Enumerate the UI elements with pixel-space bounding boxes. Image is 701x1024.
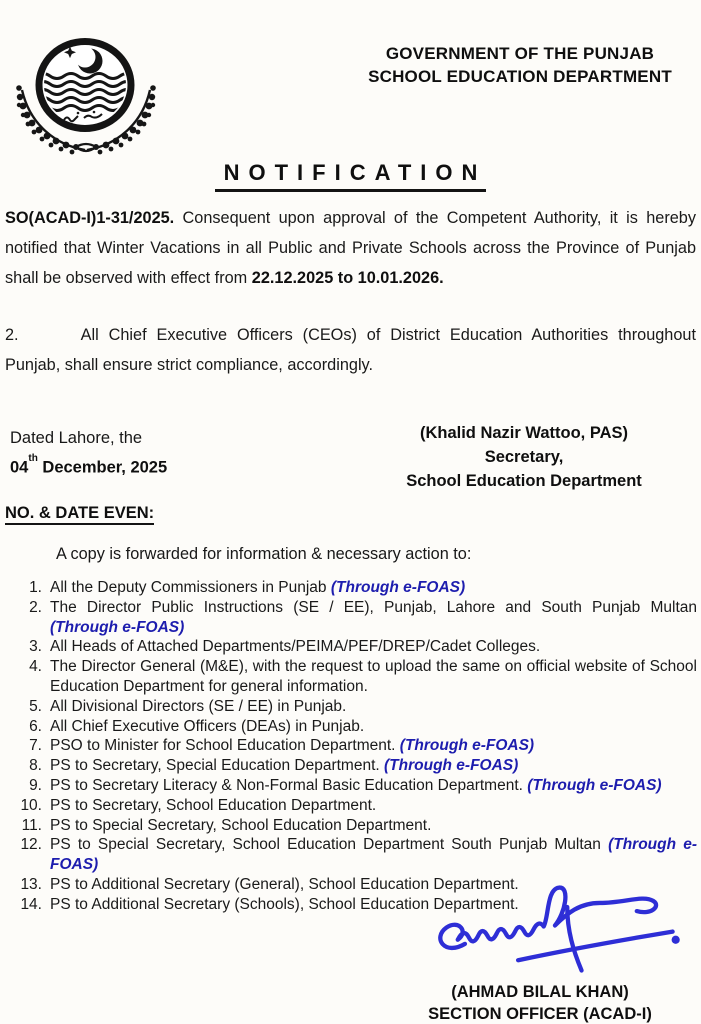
list-item <box>0 796 699 816</box>
item-number: 6. <box>29 717 42 735</box>
list-item <box>0 756 699 776</box>
list-item <box>0 835 699 875</box>
para2-number: 2. <box>5 326 19 344</box>
signatory-name: (Khalid Nazir Wattoo, PAS) <box>419 424 629 442</box>
item-number: 5. <box>29 697 42 715</box>
item-number: 11. <box>21 816 42 834</box>
item-body: PS to Special Secretary, School Education Department. <box>50 816 432 834</box>
item-text <box>50 598 699 638</box>
list-item <box>0 657 699 697</box>
date-day: 04 <box>10 458 29 477</box>
item-body: All Chief Executive Officers (DEAs) in Punjab. <box>50 717 365 735</box>
department-name: SCHOOL EDUCATION DEPARTMENT <box>368 67 672 86</box>
distribution-heading: NO. & DATE EVEN: <box>5 504 154 523</box>
punjab-emblem-logo <box>6 28 166 160</box>
item-number: 9. <box>29 776 42 794</box>
item-body: PS to Secretary Literacy & Non-Formal Basic Education Department. <box>50 776 523 794</box>
item-body: PS to Secretary, School Education Department. <box>50 796 377 814</box>
item-body: All the Deputy Commissioners in Punjab <box>50 579 327 596</box>
para2-text: All Chief Executive Officers (CEOs) of District Education Authorities throughout Punjab, shall ensure strict compliance, accordingly. <box>5 326 696 374</box>
signatory-block <box>368 421 680 493</box>
footer-signatory-block <box>392 981 688 1024</box>
distribution-list <box>0 578 699 915</box>
item-body: The Director General (M&E), with the request to upload the same on official website of School Education Department for general information. <box>50 658 697 695</box>
item-text <box>50 796 699 816</box>
list-item <box>0 717 699 737</box>
date-day-suffix: th <box>28 453 38 464</box>
item-number: 8. <box>29 757 42 775</box>
punjab-emblem-icon <box>6 28 166 160</box>
forwarding-line: A copy is forwarded for information & necessary action to: <box>56 545 472 563</box>
list-item <box>0 637 699 657</box>
title-row <box>0 160 701 192</box>
item-number: 7. <box>29 737 42 755</box>
item-number: 10. <box>20 796 42 814</box>
item-number: 14. <box>20 895 42 913</box>
item-number: 1. <box>29 579 42 596</box>
item-number: 13. <box>20 875 42 893</box>
item-efoas-tag: (Through e-FOAS) <box>399 737 535 755</box>
dateline-place: Dated Lahore, the <box>10 429 143 447</box>
date-month-year: December, 2025 <box>37 458 168 477</box>
vacation-dates: 22.12.2025 to 10.01.2026. <box>251 269 444 287</box>
item-body: PS to Special Secretary, School Education Department South Punjab Multan <box>50 836 601 854</box>
item-text <box>50 578 699 598</box>
officer-title: SECTION OFFICER (ACAD-I) <box>428 1005 652 1023</box>
department-letterhead <box>352 42 688 88</box>
item-number: 4. <box>29 658 42 676</box>
item-efoas-tag: (Through e-FOAS) <box>50 618 185 636</box>
item-body: PS to Secretary, Special Education Department. <box>50 757 380 775</box>
signatory-department: School Education Department <box>406 472 642 490</box>
list-item <box>0 598 699 638</box>
item-text <box>50 657 699 697</box>
dateline-date <box>10 451 167 481</box>
list-item <box>0 816 699 836</box>
item-number: 3. <box>29 638 42 656</box>
para1-text: Consequent upon approval of the Competent Authority, it is hereby notified that Winter Vacations in all Public and Private Schools across the Province of Punjab shall be observed with effect from <box>5 209 696 287</box>
list-item <box>0 697 699 717</box>
item-text <box>50 816 699 836</box>
item-number: 2. <box>29 598 42 616</box>
item-body: All Heads of Attached Departments/PEIMA/PEF/DREP/Cadet Colleges. <box>50 638 541 656</box>
item-body: PS to Additional Secretary (General), School Education Department. <box>50 875 519 893</box>
item-number: 12. <box>20 836 42 854</box>
item-efoas-tag: (Through e-FOAS) <box>384 757 519 775</box>
list-item <box>0 776 699 796</box>
item-efoas-tag: (Through e-FOAS) <box>330 579 466 596</box>
item-text <box>50 776 699 796</box>
handwritten-signature-icon <box>424 874 690 982</box>
signatory-title: Secretary, <box>484 448 564 466</box>
item-body: PS to Additional Secretary (Schools), School Education Department. <box>50 895 519 913</box>
item-body: PSO to Minister for School Education Department. <box>50 737 396 755</box>
item-body: All Divisional Directors (SE / EE) in Punjab. <box>50 697 347 715</box>
officer-name: (AHMAD BILAL KHAN) <box>451 983 629 1001</box>
list-item <box>0 736 699 756</box>
item-body: The Director Public Instructions (SE / EE), Punjab, Lahore and South Punjab Multan <box>50 598 697 616</box>
item-text <box>50 736 699 756</box>
para-winter-vacations <box>5 203 696 293</box>
item-text <box>50 637 699 657</box>
org-name: GOVERNMENT OF THE PUNJAB <box>385 44 655 63</box>
item-text <box>50 717 699 737</box>
dateline <box>10 425 167 481</box>
item-text <box>50 835 699 875</box>
item-efoas-tag: (Through e-FOAS) <box>50 836 697 874</box>
item-text <box>50 697 699 717</box>
list-item <box>0 578 699 598</box>
para-compliance <box>5 320 696 380</box>
item-efoas-tag: (Through e-FOAS) <box>527 776 662 794</box>
reference-number: SO(ACAD-I)1-31/2025. <box>5 209 175 227</box>
notification-title: NOTIFICATION <box>215 160 487 192</box>
item-text <box>50 756 699 776</box>
